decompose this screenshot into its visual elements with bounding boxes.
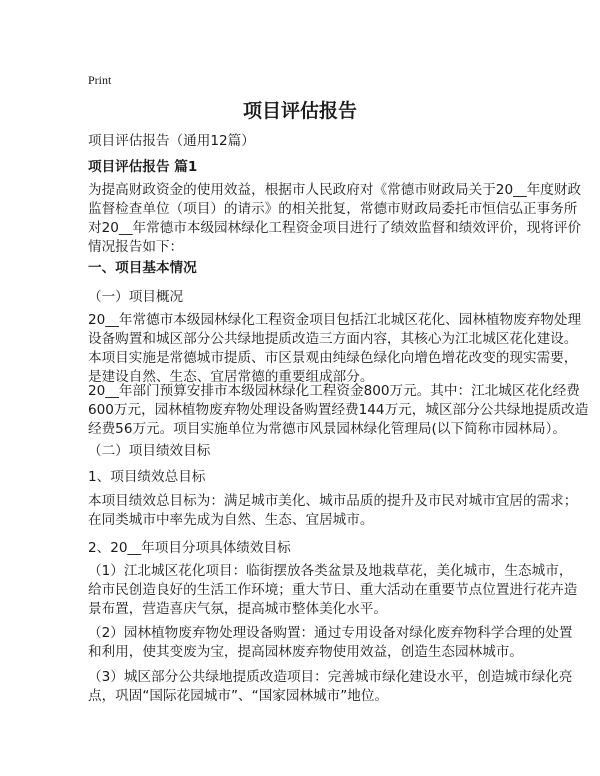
text-line: 点，巩固“国际花园城市”、“国家园林城市”地位。: [88, 688, 389, 704]
subsection-heading-overview: （一）项目概况: [88, 289, 184, 305]
text-line: 给市民创造良好的生活工作环境；重大节日、重大活动在重要节点位置进行花卉造: [88, 582, 578, 598]
text-line: 600万元，园林植物废弃物处理设备购置经费144万元，城区部分公共绿地提质改造: [88, 402, 589, 418]
print-link[interactable]: Print: [88, 73, 112, 87]
text-line: 监督检查单位（项目）的请示》的相关批复，常德市财政局委托市恒信弘正事务所: [88, 201, 578, 217]
text-line: 对20__年常德市本级园林绿化工程资金项目进行了绩效监督和绩效评价，现将评价: [88, 220, 582, 236]
document-subtitle: 项目评估报告（通用12篇）: [88, 133, 255, 149]
text-line: （1）江北城区花化项目：临街摆放各类盆景及地栽草花，美化城市，生态城市，: [88, 563, 573, 579]
goal-item-2: [88, 624, 573, 662]
text-line: 为提高财政资金的使用效益，根据市人民政府对《常德市财政局关于20__年度财政: [88, 182, 582, 198]
article-heading: 项目评估报告 篇1: [88, 159, 198, 175]
text-line: 本项目绩效总目标为：满足城市美化、城市品质的提升及市民对城市宜居的需求；: [88, 493, 578, 509]
text-line: 情况报告如下：: [88, 239, 184, 255]
text-line: （2）园林植物废弃物处理设备购置：通过专用设备对绿化废弃物科学合理的处置: [88, 625, 573, 641]
text-line: 设备购置和城区部分公共绿地提质改造三方面内容，其核心为江北城区花化建设。: [88, 331, 578, 347]
goal-item-1: [88, 562, 578, 619]
goal-overall-heading: 1、项目绩效总目标: [88, 469, 206, 485]
text-line: 在同类城市中率先成为自然、生态、宜居城市。: [88, 512, 374, 528]
overview-paragraph: [88, 311, 582, 387]
text-line: 20__年部门预算安排市本级园林绿化工程资金800万元。其中：江北城区花化经费: [88, 383, 580, 399]
section-heading-basic-info: 一、项目基本情况: [88, 260, 197, 276]
text-line: 景布置，营造喜庆气氛，提高城市整体美化水平。: [88, 601, 388, 617]
subsection-heading-goals: （二）项目绩效目标: [88, 443, 211, 459]
text-line: 经费56万元。项目实施单位为常德市风景园林绿化管理局(以下简称市园林局）。: [88, 421, 566, 437]
budget-paragraph: [88, 382, 589, 439]
goal-specific-heading: 2、20__年项目分项具体绩效目标: [88, 540, 291, 556]
text-line: 是建设自然、生态、宜居常德的重要组成部分。: [88, 369, 374, 385]
text-line: 20__年常德市本级园林绿化工程资金项目包括江北城区花化、园林植物废弃物处理: [88, 312, 582, 328]
text-line: （3）城区部分公共绿地提质改造项目：完善城市绿化建设水平，创造城市绿化亮: [88, 669, 573, 685]
goal-overall-paragraph: [88, 492, 578, 530]
goal-item-3: [88, 668, 573, 706]
intro-paragraph: [88, 181, 582, 257]
text-line: 本项目实施是常德城市提质、市区景观由纯绿色绿化向增色增花改变的现实需要，: [88, 350, 578, 366]
page-title: 项目评估报告: [242, 100, 357, 122]
text-line: 和利用，使其变废为宝，提高园林废弃物使用效益，创造生态园林城市。: [88, 644, 523, 660]
